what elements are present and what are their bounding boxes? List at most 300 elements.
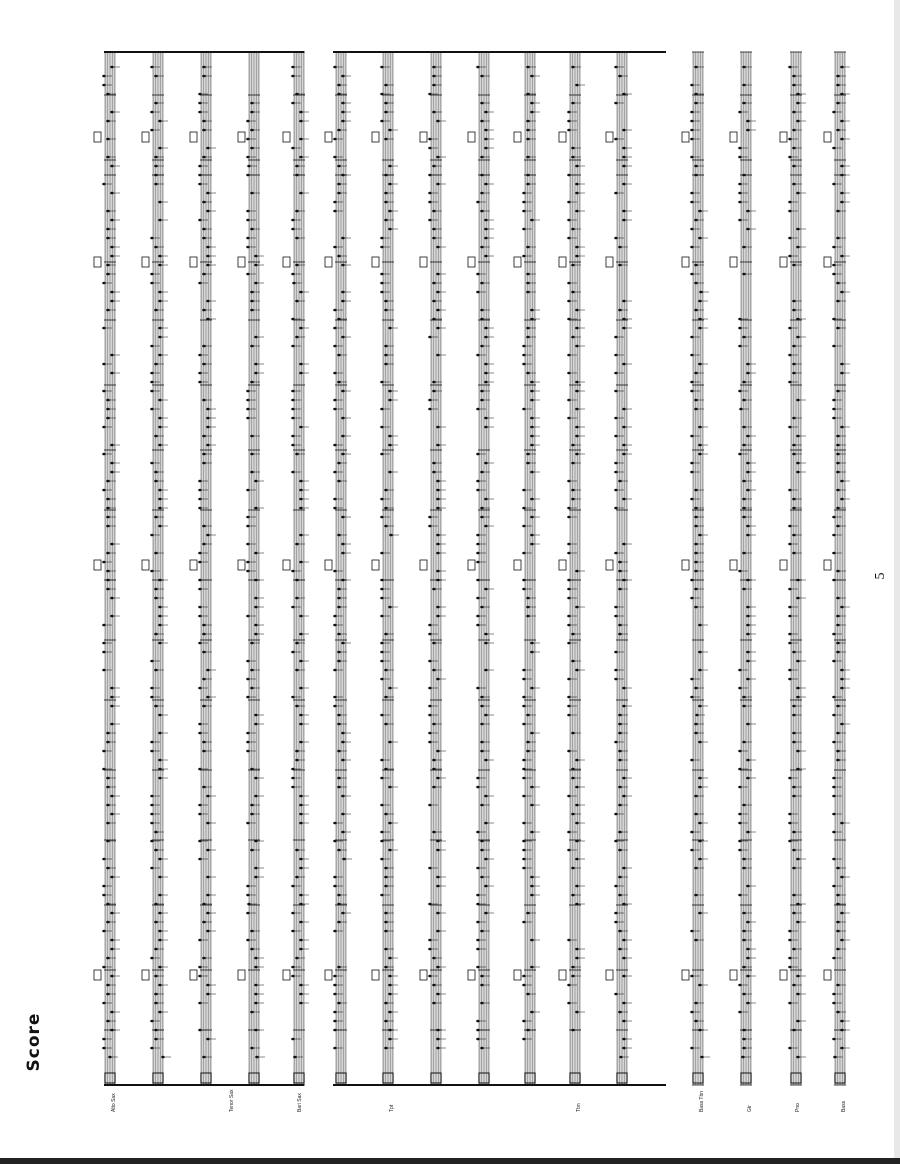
note [788, 930, 792, 933]
note [796, 1020, 800, 1023]
note [291, 408, 295, 411]
note [250, 228, 254, 231]
note [333, 327, 337, 330]
note [380, 66, 384, 69]
note [832, 345, 836, 348]
note [432, 228, 436, 231]
note [432, 831, 436, 834]
note [299, 372, 303, 375]
staff-label: Gtr [747, 1105, 753, 1112]
note [337, 318, 341, 321]
note [476, 1038, 480, 1041]
note [792, 75, 796, 78]
note [575, 786, 579, 789]
note [198, 372, 202, 375]
note [250, 948, 254, 951]
note [614, 669, 618, 672]
rehearsal-mark [559, 132, 566, 142]
note [567, 300, 571, 303]
note [526, 606, 530, 609]
note [106, 741, 110, 744]
note [575, 606, 579, 609]
note [530, 435, 534, 438]
note [436, 606, 440, 609]
note [746, 948, 750, 951]
note [530, 381, 534, 384]
rehearsal-mark [682, 132, 689, 142]
note [158, 624, 162, 627]
note [380, 597, 384, 600]
note [380, 759, 384, 762]
note [522, 840, 526, 843]
note [341, 120, 345, 123]
note [567, 849, 571, 852]
note [618, 561, 622, 564]
note [567, 831, 571, 834]
note [106, 309, 110, 312]
note [291, 471, 295, 474]
note [341, 237, 345, 240]
note [618, 75, 622, 78]
note [480, 849, 484, 852]
note [622, 300, 626, 303]
note [254, 597, 258, 600]
note [694, 282, 698, 285]
rehearsal-mark [468, 257, 475, 267]
note [480, 318, 484, 321]
note [694, 309, 698, 312]
note [150, 867, 154, 870]
note [567, 714, 571, 717]
note [738, 201, 742, 204]
rehearsal-mark [824, 257, 831, 267]
note [530, 894, 534, 897]
note [484, 795, 488, 798]
note [836, 282, 840, 285]
rehearsal-mark [238, 560, 245, 570]
note [788, 678, 792, 681]
note [484, 525, 488, 528]
note [154, 597, 158, 600]
note [246, 273, 250, 276]
note [792, 795, 796, 798]
note [150, 696, 154, 699]
note [792, 705, 796, 708]
note [530, 651, 534, 654]
note [618, 624, 622, 627]
note [836, 390, 840, 393]
note [622, 957, 626, 960]
note [571, 336, 575, 339]
note [246, 570, 250, 573]
note [832, 579, 836, 582]
note [526, 129, 530, 132]
scrollbar-track[interactable] [894, 0, 900, 1164]
note [106, 957, 110, 960]
note [428, 516, 432, 519]
note [110, 723, 114, 726]
note [333, 993, 337, 996]
note [432, 84, 436, 87]
note [388, 399, 392, 402]
note [110, 111, 114, 114]
note [102, 75, 106, 78]
note [522, 579, 526, 582]
note [622, 129, 626, 132]
note [484, 219, 488, 222]
note [571, 444, 575, 447]
note [796, 921, 800, 924]
note [530, 498, 534, 501]
note [428, 336, 432, 339]
note [341, 174, 345, 177]
note [796, 246, 800, 249]
note [618, 894, 622, 897]
note [526, 93, 530, 96]
note [428, 399, 432, 402]
note [575, 246, 579, 249]
note [202, 750, 206, 753]
note [291, 318, 295, 321]
note [788, 255, 792, 258]
note [432, 984, 436, 987]
note [110, 192, 114, 195]
note [250, 300, 254, 303]
note [299, 822, 303, 825]
note [522, 777, 526, 780]
note [526, 597, 530, 600]
note [575, 390, 579, 393]
note [380, 804, 384, 807]
note [788, 1002, 792, 1005]
note [295, 849, 299, 852]
note [150, 1020, 154, 1023]
note [480, 399, 484, 402]
note [832, 516, 836, 519]
note [698, 912, 702, 915]
note [380, 894, 384, 897]
note [742, 741, 746, 744]
note [337, 534, 341, 537]
note [746, 120, 750, 123]
note [436, 840, 440, 843]
note [106, 480, 110, 483]
note [571, 1029, 575, 1032]
note [742, 804, 746, 807]
note [299, 192, 303, 195]
note [432, 642, 436, 645]
note [102, 363, 106, 366]
note [746, 957, 750, 960]
note [530, 102, 534, 105]
note [695, 714, 699, 717]
note [484, 228, 488, 231]
note [432, 759, 436, 762]
note [694, 372, 698, 375]
note [796, 102, 800, 105]
note [742, 912, 746, 915]
note [384, 867, 388, 870]
note [575, 84, 579, 87]
note [154, 471, 158, 474]
note [341, 912, 345, 915]
note [792, 741, 796, 744]
note [522, 489, 526, 492]
note [198, 813, 202, 816]
note [436, 543, 440, 546]
note [742, 399, 746, 402]
note [295, 453, 299, 456]
note [746, 633, 750, 636]
note [796, 687, 800, 690]
rehearsal-mark [142, 970, 149, 980]
note [206, 255, 210, 258]
note [388, 228, 392, 231]
note [106, 921, 110, 924]
note [788, 1047, 792, 1050]
note [694, 174, 698, 177]
note [567, 1002, 571, 1005]
note [484, 111, 488, 114]
note [388, 606, 392, 609]
note [150, 381, 154, 384]
rehearsal-mark [824, 970, 831, 980]
note [110, 471, 114, 474]
note [694, 795, 698, 798]
note [530, 399, 534, 402]
note [154, 903, 158, 906]
note [158, 507, 162, 510]
note [432, 471, 436, 474]
note [742, 426, 746, 429]
note [198, 588, 202, 591]
note [836, 921, 840, 924]
note [476, 786, 480, 789]
note [246, 138, 250, 141]
note [380, 858, 384, 861]
note [792, 183, 796, 186]
note [295, 336, 299, 339]
rehearsal-mark [238, 970, 245, 980]
note [622, 210, 626, 213]
note [202, 75, 206, 78]
note [299, 741, 303, 744]
note [522, 228, 526, 231]
note [198, 183, 202, 186]
note [742, 273, 746, 276]
note [291, 1038, 295, 1041]
note [388, 1038, 392, 1041]
note [333, 444, 337, 447]
note [792, 831, 796, 834]
note [575, 426, 579, 429]
note [106, 786, 110, 789]
note [738, 894, 742, 897]
note [575, 309, 579, 312]
note [480, 102, 484, 105]
note [110, 444, 114, 447]
note [522, 705, 526, 708]
note [575, 408, 579, 411]
note [742, 1047, 746, 1050]
note [567, 516, 571, 519]
note [337, 903, 341, 906]
note [522, 678, 526, 681]
note [384, 363, 388, 366]
note [832, 696, 836, 699]
note [384, 921, 388, 924]
note [292, 282, 296, 285]
note [796, 471, 800, 474]
note [388, 444, 392, 447]
note [832, 417, 836, 420]
note [206, 264, 210, 267]
note [206, 876, 210, 879]
note [106, 840, 110, 843]
note [102, 1047, 106, 1050]
note [206, 408, 210, 411]
note [618, 264, 622, 267]
note [150, 345, 154, 348]
note [480, 1047, 484, 1050]
note [522, 201, 526, 204]
note [571, 498, 575, 501]
note [388, 822, 392, 825]
note [432, 300, 436, 303]
note [106, 732, 110, 735]
rehearsal-mark [514, 970, 521, 980]
note [526, 327, 530, 330]
note [694, 1002, 698, 1005]
note [198, 282, 202, 285]
note [622, 219, 626, 222]
note [254, 624, 258, 627]
note [299, 948, 303, 951]
note [299, 489, 303, 492]
note [690, 930, 694, 933]
note [158, 498, 162, 501]
note [380, 408, 384, 411]
note [832, 831, 836, 834]
note [291, 444, 295, 447]
note [788, 669, 792, 672]
rehearsal-mark [142, 257, 149, 267]
note [738, 687, 742, 690]
note [106, 993, 110, 996]
note [333, 822, 337, 825]
note [198, 642, 202, 645]
note [436, 966, 440, 969]
note [337, 606, 341, 609]
note [154, 948, 158, 951]
note [690, 138, 694, 141]
note [102, 651, 106, 654]
note [291, 912, 295, 915]
note [480, 804, 484, 807]
note [291, 102, 295, 105]
note [333, 624, 337, 627]
note [384, 309, 388, 312]
note [575, 183, 579, 186]
note [333, 201, 337, 204]
note [796, 660, 800, 663]
note [476, 903, 480, 906]
note [202, 462, 206, 465]
note [530, 219, 534, 222]
note [102, 624, 106, 627]
note [384, 174, 388, 177]
note [436, 183, 440, 186]
note [337, 588, 341, 591]
note [694, 408, 698, 411]
rehearsal-mark [514, 257, 521, 267]
note [742, 696, 746, 699]
note [622, 165, 626, 168]
note [206, 318, 210, 321]
note [291, 273, 295, 276]
note [622, 327, 626, 330]
note [792, 786, 796, 789]
note [567, 705, 571, 708]
note [299, 903, 303, 906]
note [476, 939, 480, 942]
note [341, 291, 345, 294]
note [476, 561, 480, 564]
note [158, 876, 162, 879]
note [110, 1029, 114, 1032]
note [432, 786, 436, 789]
note [291, 696, 295, 699]
note [567, 984, 571, 987]
note [380, 678, 384, 681]
note [333, 1020, 337, 1023]
note [388, 165, 392, 168]
note [436, 1029, 440, 1032]
note [746, 615, 750, 618]
note [254, 255, 258, 258]
note [792, 444, 796, 447]
rehearsal-mark [420, 560, 427, 570]
note [250, 345, 254, 348]
note [154, 849, 158, 852]
note [299, 327, 303, 330]
note [380, 651, 384, 654]
note [341, 543, 345, 546]
note [476, 489, 480, 492]
note [291, 966, 295, 969]
note [299, 480, 303, 483]
note [614, 138, 618, 141]
note [840, 1047, 844, 1050]
note [788, 957, 792, 960]
note [333, 156, 337, 159]
note [380, 246, 384, 249]
note [792, 84, 796, 87]
note [840, 291, 844, 294]
note [428, 633, 432, 636]
note [836, 867, 840, 870]
note [436, 678, 440, 681]
note [341, 336, 345, 339]
note [614, 435, 618, 438]
note [246, 750, 250, 753]
note [788, 966, 792, 969]
note [788, 237, 792, 240]
note [150, 237, 154, 240]
note [836, 705, 840, 708]
note [254, 363, 258, 366]
note [796, 858, 800, 861]
